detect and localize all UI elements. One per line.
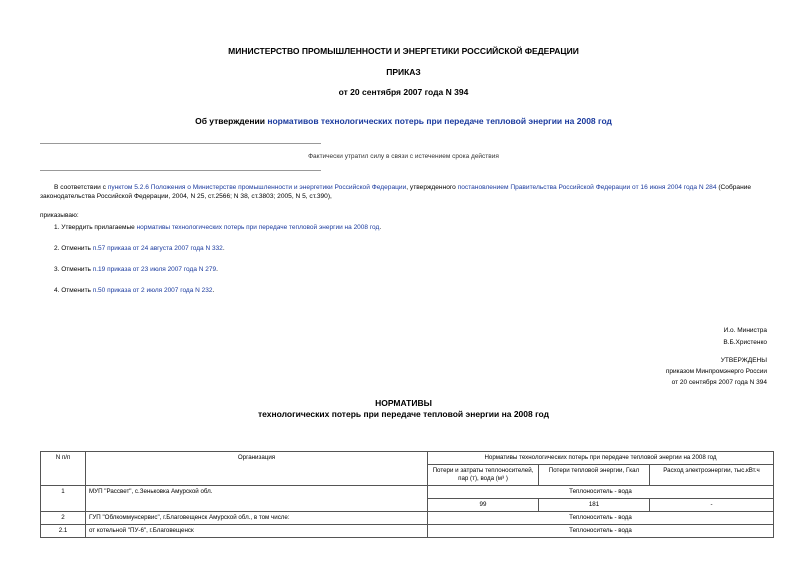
row-num: 1 [41, 486, 86, 512]
regulation-link[interactable]: пунктом 5.2.6 Положения о Министерстве промышленности и энергетики Российской Федерации [107, 184, 407, 191]
table-row [41, 525, 774, 538]
item-3-text: 3. Отменить [54, 266, 93, 273]
header-heat-losses: Потери тепловой энергии, Гкал [539, 465, 650, 486]
row-organization: от котельной "ПУ-6", г.Благовещенск [86, 525, 428, 538]
document-type: ПРИКАЗ [386, 67, 421, 77]
item-1-end: . [379, 224, 382, 231]
preamble-text-1: В соответствии с [54, 184, 108, 191]
status-note: Фактически утратил силу в связи с истечением срока действия [308, 153, 499, 160]
row-medium: Теплоноситель - вода [428, 486, 774, 499]
document-title [0, 116, 807, 126]
table-row [41, 512, 774, 525]
preamble-text-3: (Собрание законодательства Российской Федерации, 2004, N 25, ст.2566; N 38, ст.3803; 2005, N 5, ст.390), [40, 184, 752, 200]
row-losses: 99 [428, 499, 539, 512]
title-link[interactable]: нормативов технологических потерь при передаче тепловой энергии на 2008 год [267, 116, 612, 126]
item-3-link[interactable]: п.19 приказа от 23 июля 2007 года N 279 [92, 266, 217, 273]
approval-by: приказом Минпромэнерго России [665, 368, 767, 375]
item-4-text: 4. Отменить [54, 287, 93, 294]
item-2-link[interactable]: п.57 приказа от 24 августа 2007 года N 332 [92, 245, 223, 252]
row-organization: МУП "Рассвет", с.Зеньковка Амурской обл. [86, 486, 428, 512]
norms-title: НОРМАТИВЫ [375, 398, 432, 408]
order-word: приказываю: [40, 212, 79, 219]
row-heat: 181 [539, 499, 650, 512]
document-date: от 20 сентября 2007 года N 394 [338, 87, 469, 97]
signature-name: В.Б.Христенко [723, 339, 767, 346]
item-1-text: 1. Утвердить прилагаемые [54, 224, 137, 231]
item-3-end: . [216, 266, 218, 273]
item-2-text: 2. Отменить [54, 245, 93, 252]
row-medium: Теплоноситель - вода [428, 512, 774, 525]
preamble-text-2: , утвержденного [406, 184, 458, 191]
norms-subtitle: технологических потерь при передаче тепловой энергии на 2008 год [257, 409, 550, 419]
header-norms-group: Нормативы технологических потерь при передаче тепловой энергии на 2008 год [428, 452, 774, 465]
row-medium: Теплоноситель - вода [428, 525, 774, 538]
approval-label: УТВЕРЖДЕНЫ [720, 357, 767, 364]
header-power: Расход электроэнергии, тыс.кВт.ч [650, 465, 774, 486]
table-header-row [41, 452, 774, 465]
order-item-2 [54, 245, 225, 252]
table-row [41, 486, 774, 499]
order-item-1 [54, 224, 381, 231]
order-item-3 [54, 266, 218, 273]
item-1-link[interactable]: нормативы технологических потерь при передаче тепловой энергии на 2008 год [136, 224, 380, 231]
title-prefix: Об утверждении [195, 116, 268, 126]
norms-table [40, 451, 774, 538]
row-num: 2 [41, 512, 86, 525]
divider-bottom [40, 170, 321, 171]
ministry-name: МИНИСТЕРСТВО ПРОМЫШЛЕННОСТИ И ЭНЕРГЕТИКИ РОССИЙСКОЙ ФЕДЕРАЦИИ [228, 46, 579, 56]
resolution-link[interactable]: постановлением Правительства Российской Федерации от 16 июня 2004 года N 284 [457, 184, 717, 191]
item-4-end: . [212, 287, 215, 294]
item-4-link[interactable]: п.50 приказа от 2 июля 2007 года N 232 [92, 287, 213, 294]
row-organization: ГУП "Облкоммунсервис", г.Благовещенск Амурской обл., в том числе: [86, 512, 428, 525]
divider-top [40, 143, 321, 144]
signature-position: И.о. Министра [723, 327, 767, 334]
item-2-end: . [222, 245, 225, 252]
order-item-4 [54, 287, 214, 294]
header-num: N п/п [41, 452, 86, 486]
header-organization: Организация [86, 452, 428, 486]
header-losses: Потери и затраты теплоносителей, пар (т), вода (м³ ) [428, 465, 539, 486]
row-power: - [650, 499, 774, 512]
row-num: 2.1 [41, 525, 86, 538]
approval-date: от 20 сентября 2007 года N 394 [671, 379, 767, 386]
preamble [40, 183, 773, 201]
